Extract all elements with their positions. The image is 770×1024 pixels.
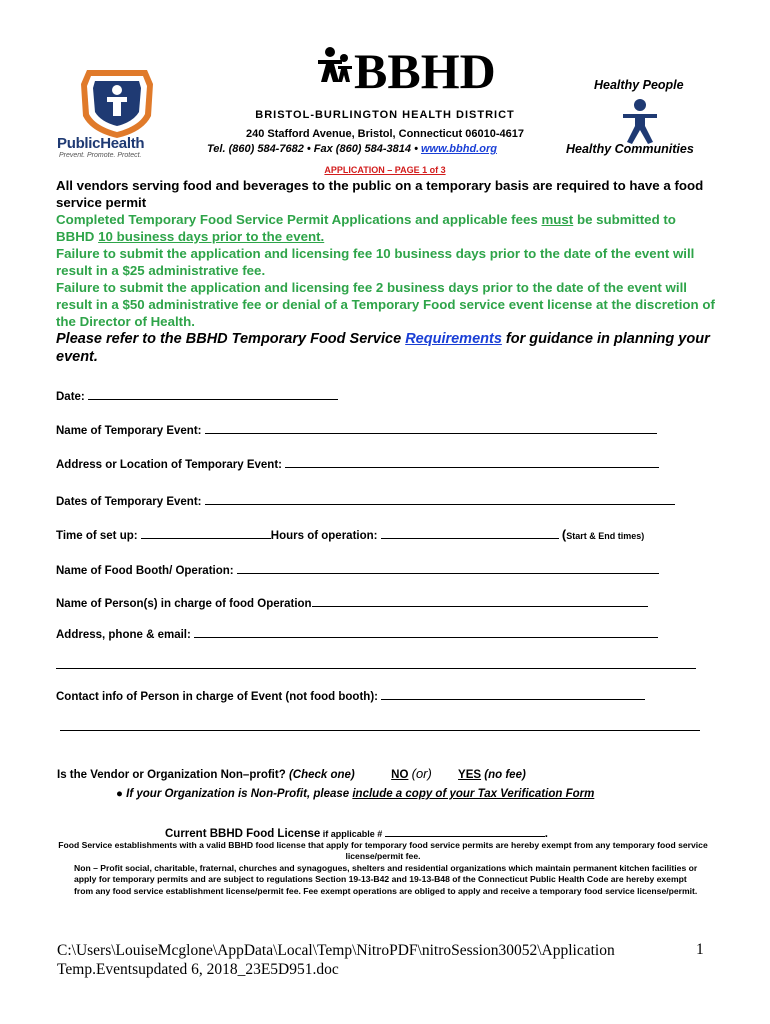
intro-paragraph <box>56 177 716 366</box>
hours-input-line[interactable] <box>381 528 559 539</box>
bbhd-logo <box>312 42 496 100</box>
district-address: 240 Stafford Avenue, Bristol, Connecticut 06010-4617 <box>246 128 524 140</box>
exemption-note-licensed: Food Service establishments with a valid BBHD food license that apply for temporary food service permits are hereby exempt from any temporary food service license/permit fee. <box>58 840 708 862</box>
website-link[interactable]: www.bbhd.org <box>420 143 497 155</box>
bullet-icon: ● <box>116 788 123 800</box>
exemption-notes <box>48 840 718 897</box>
contact-info-field-2 <box>60 720 700 734</box>
late-fee-2-text: Failure to submit the application and licensing fee 2 business days prior to the date of the event will result in a $50 administrative fee or denial of a Temporary Food service event license at the discretion of the Director of Health. <box>56 280 715 329</box>
address-phone-email-field-2 <box>56 658 696 672</box>
refer-text: Please refer to the BBHD Temporary Food Service Requirements for guidance in planning your event. <box>56 331 710 365</box>
date-field: Date: <box>56 389 338 403</box>
submission-text: Completed Temporary Food Service Permit Applications and applicable fees must be submitted to BBHD 10 business days prior to the event. <box>56 212 676 244</box>
nonprofit-note: ● If your Organization is Non-Profit, please include a copy of your Tax Verification Form <box>116 788 595 800</box>
public-health-wordmark: PublicHealth <box>57 135 145 152</box>
address-phone-email-input-line-2[interactable] <box>56 658 696 669</box>
yes-option[interactable]: YES <box>458 769 482 781</box>
contact-info-input-line-2[interactable] <box>60 720 700 731</box>
food-license-input-line[interactable] <box>385 826 545 837</box>
no-option[interactable]: NO <box>391 769 409 781</box>
district-name: BRISTOL-BURLINGTON HEALTH DISTRICT <box>255 109 515 121</box>
event-dates-input-line[interactable] <box>205 494 675 505</box>
late-fee-10-text: Failure to submit the application and licensing fee 10 business days prior to the date of the event will result in a $25 administrative fee. <box>56 246 695 278</box>
booth-name-field: Name of Food Booth/ Operation: <box>56 563 659 577</box>
contact-info-input-line[interactable] <box>381 689 645 700</box>
exemption-note-nonprofit: Non – Profit social, charitable, fraternal, churches and synagogues, shelters and residential organizations which maintain permanent kitchen facilities or apply for temporary permits and are subject to regulations Section 19-13-B42 and 19-13-B48 of the Connecticut Public Health Code are hereby exempt from any food service establishment license/permit fee. Fee exempt operations are obliged to apply and receive a temporary food service license/permit. <box>74 862 698 896</box>
healthy-communities-tagline: Healthy Communities <box>566 142 694 156</box>
date-input-line[interactable] <box>88 389 338 400</box>
healthy-people-tagline: Healthy People <box>594 78 684 92</box>
contact-info-field: Contact info of Person in charge of Event (not food booth): <box>56 689 645 703</box>
event-address-input-line[interactable] <box>285 457 659 468</box>
booth-name-input-line[interactable] <box>237 563 659 574</box>
setup-time-input-line[interactable] <box>141 528 271 539</box>
application-page-indicator: APPLICATION – PAGE 1 of 3 <box>324 165 446 175</box>
person-in-charge-field: Name of Person(s) in charge of food Operation <box>56 596 648 610</box>
page-number: 1 <box>696 941 704 958</box>
food-license-field: Current BBHD Food License if applicable # . <box>165 828 548 840</box>
footer-file-path: C:\Users\LouiseMcglone\AppData\Local\Temp\NitroPDF\nitroSession30052\Application Temp.Eventsupdated 6, 2018_23E5D951.doc <box>57 942 615 978</box>
requirements-link[interactable]: Requirements <box>405 331 502 347</box>
person-in-charge-input-line[interactable] <box>312 596 648 607</box>
event-dates-field: Dates of Temporary Event: <box>56 494 675 508</box>
time-field: Time of set up: Hours of operation: (Start & End times) <box>56 527 645 542</box>
nonprofit-question: Is the Vendor or Organization Non–profit? (Check one) NO (or) YES (no fee) <box>57 766 526 781</box>
public-health-tagline: Prevent. Promote. Protect. <box>59 152 142 159</box>
event-name-input-line[interactable] <box>205 423 657 434</box>
svg-text:BBHD: BBHD <box>354 43 496 99</box>
address-phone-email-field: Address, phone & email: <box>56 627 658 641</box>
address-phone-email-input-line[interactable] <box>194 627 658 638</box>
event-name-field: Name of Temporary Event: <box>56 423 657 437</box>
requirement-text: All vendors serving food and beverages to the public on a temporary basis are required to have a food service permit <box>56 178 704 210</box>
event-address-field: Address or Location of Temporary Event: <box>56 457 659 471</box>
district-contact: Tel. (860) 584-7682 • Fax (860) 584-3814 • www.bbhd.org <box>207 143 497 155</box>
